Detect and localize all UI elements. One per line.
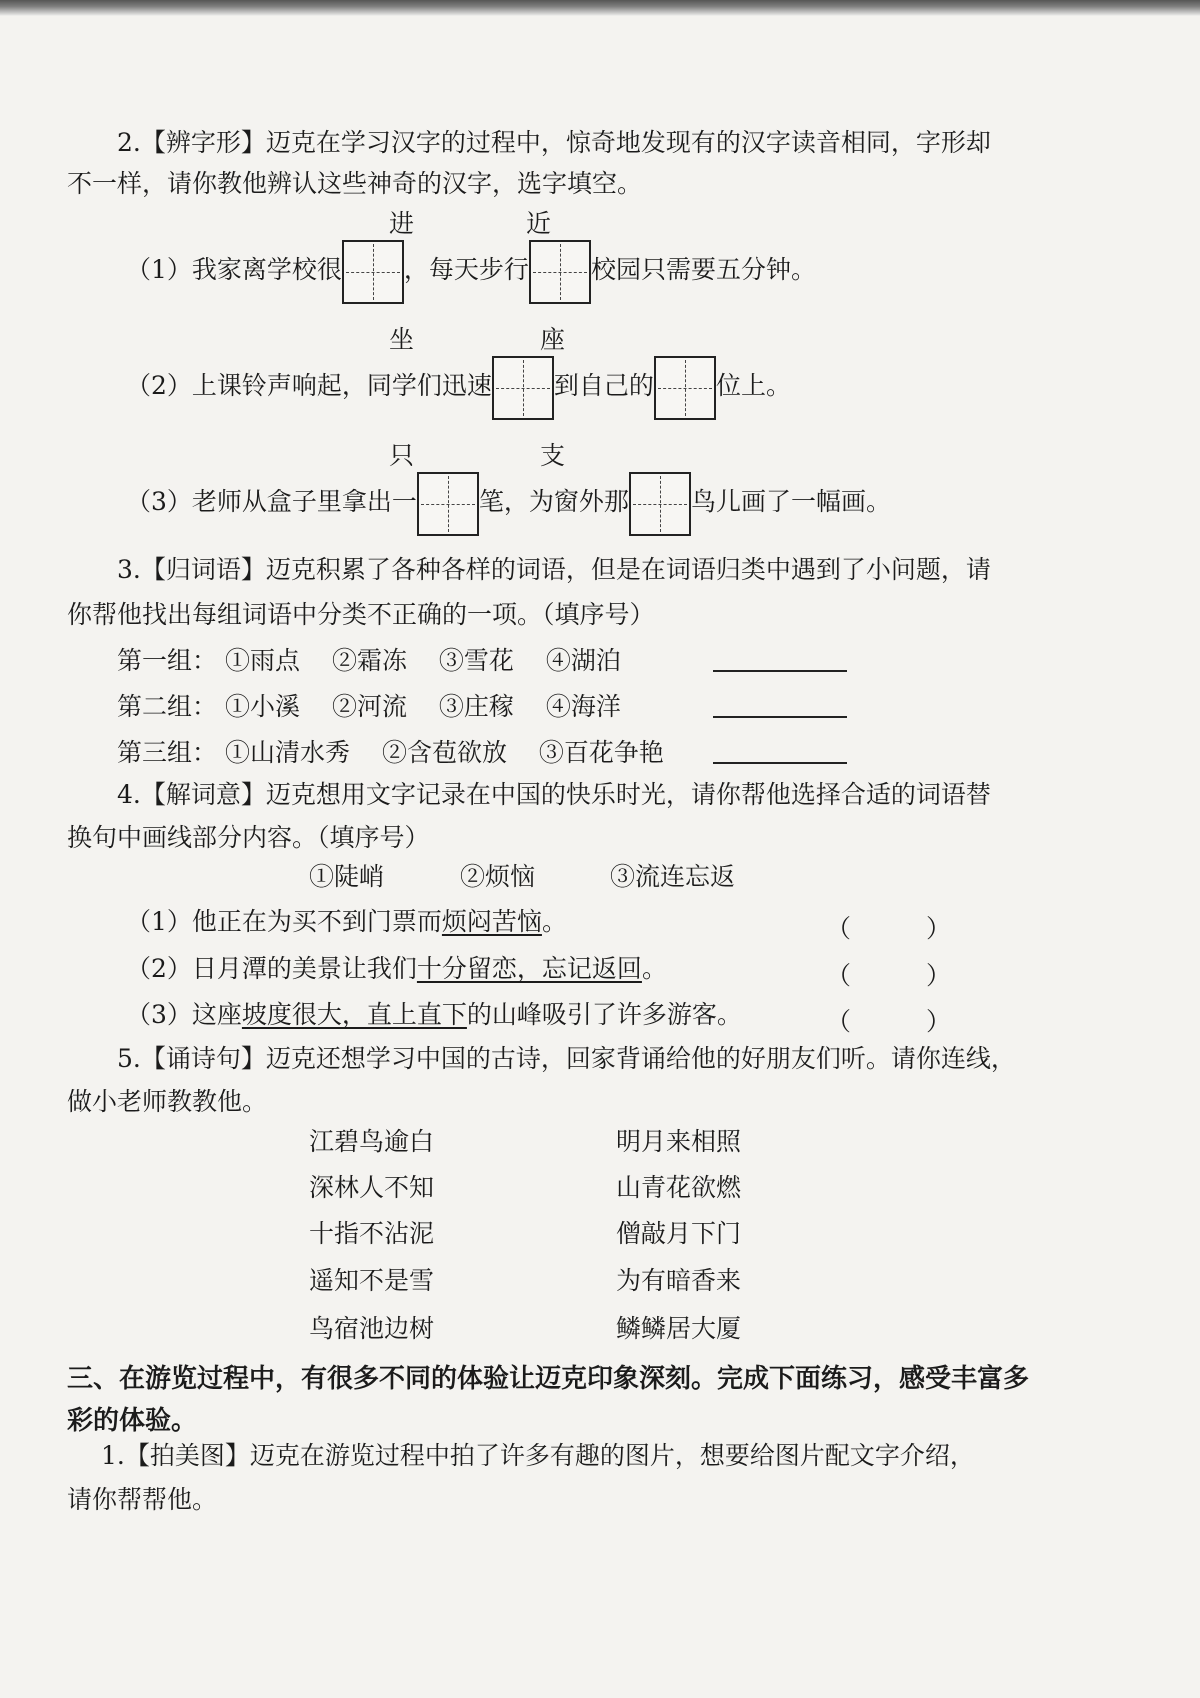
q3-g2-item: ④海洋 — [545, 692, 621, 721]
poem-left-line[interactable]: 江碧鸟逾白 — [309, 1127, 435, 1156]
answer-box[interactable] — [342, 240, 404, 304]
answer-box[interactable] — [629, 472, 691, 536]
scan-edge — [0, 0, 1200, 16]
q2-s3-suffix: 鸟儿画了一幅画。 — [690, 487, 891, 516]
answer-blank[interactable] — [713, 760, 847, 764]
poem-left-line[interactable]: 十指不沾泥 — [309, 1219, 435, 1248]
q4-s2-post: 。 — [641, 954, 667, 983]
q4-s1-pre: （1）他正在为买不到门票而 — [126, 907, 442, 936]
q2-g1-char-a: 进 — [389, 209, 415, 238]
q4-s2-underlined: 十分留恋，忘记返回 — [416, 954, 642, 983]
answer-parens[interactable]: （ ） — [826, 961, 952, 990]
q5-intro-line1: 5.【诵诗句】迈克还想学习中国的古诗，回家背诵给他的好朋友们听。请你连线， — [117, 1044, 1016, 1073]
answer-box[interactable] — [654, 356, 716, 420]
section-3-heading-line2: 彩的体验。 — [67, 1406, 198, 1436]
q2-s2-mid: 到自己的 — [553, 371, 654, 400]
q2-s2-suffix: 位上。 — [715, 371, 791, 400]
q2-g1-char-b: 近 — [526, 209, 552, 238]
q3-group-1 — [117, 648, 621, 673]
poem-right-line[interactable]: 明月来相照 — [616, 1127, 742, 1156]
answer-parens[interactable]: （ ） — [826, 1007, 952, 1036]
q3-g1-label: 第一组： — [117, 646, 218, 675]
q2-sentence-2 — [126, 354, 791, 420]
section-3-heading-line1: 三、在游览过程中，有很多不同的体验让迈克印象深刻。完成下面练习，感受丰富多 — [67, 1364, 1030, 1394]
q4-sentence-1 — [126, 909, 567, 934]
q2-s2-prefix: （2）上课铃声响起，同学们迅速 — [126, 371, 492, 400]
poem-right-line[interactable]: 为有暗香来 — [616, 1266, 742, 1295]
q3-g2-item: ①小溪 — [224, 692, 300, 721]
q2-s3-prefix: （3）老师从盒子里拿出一 — [126, 487, 417, 516]
q5-intro-line2: 做小老师教教他。 — [67, 1087, 268, 1116]
q3-group-2 — [117, 694, 621, 719]
poem-right-line[interactable]: 山青花欲燃 — [616, 1173, 742, 1202]
q2-g3-char-b: 支 — [540, 441, 566, 470]
answer-parens[interactable]: （ ） — [826, 914, 952, 943]
poem-right-line[interactable]: 鳞鳞居大厦 — [616, 1314, 742, 1343]
q3-g2-item: ③庄稼 — [438, 692, 514, 721]
q3-g3-item: ③百花争艳 — [538, 738, 664, 767]
q3-intro-line2: 你帮他找出每组词语中分类不正确的一项。（填序号） — [67, 600, 655, 629]
q2-intro-line2: 不一样，请你教他辨认这些神奇的汉字，选字填空。 — [67, 169, 643, 198]
q2-g3-char-a: 只 — [389, 441, 415, 470]
q3-g1-item: ③雪花 — [438, 646, 514, 675]
answer-box[interactable] — [529, 240, 591, 304]
q4-s1-post: 。 — [541, 907, 567, 936]
q2-sentence-3 — [126, 470, 891, 536]
q2-s1-suffix: 校园只需要五分钟。 — [590, 255, 816, 284]
answer-blank[interactable] — [713, 714, 847, 718]
q3-g2-item: ②河流 — [331, 692, 407, 721]
q3-intro-line1: 3.【归词语】迈克积累了各种各样的词语，但是在词语归类中遇到了小问题，请 — [117, 555, 991, 584]
q2-g2-char-a: 坐 — [389, 325, 415, 354]
q3-group-3 — [117, 740, 664, 765]
q3-g1-item: ①雨点 — [224, 646, 300, 675]
s3-q1-line2: 请你帮帮他。 — [67, 1485, 218, 1514]
answer-box[interactable] — [492, 356, 554, 420]
q4-sentence-3 — [126, 1002, 742, 1027]
q4-option-1: ①陡峭 — [309, 862, 385, 891]
q3-g2-label: 第二组： — [117, 692, 218, 721]
q4-s3-underlined: 坡度很大，直上直下 — [241, 1000, 467, 1029]
q4-s1-underlined: 烦闷苦恼 — [441, 907, 542, 936]
poem-left-line[interactable]: 深林人不知 — [309, 1173, 435, 1202]
q4-intro-line1: 4.【解词意】迈克想用文字记录在中国的快乐时光，请你帮他选择合适的词语替 — [117, 780, 991, 809]
q3-g1-item: ②霜冻 — [331, 646, 407, 675]
answer-box[interactable] — [417, 472, 479, 536]
q4-s3-post: 的山峰吸引了许多游客。 — [466, 1000, 742, 1029]
answer-blank[interactable] — [713, 668, 847, 672]
q3-g1-item: ④湖泊 — [545, 646, 621, 675]
q2-s1-prefix: （1）我家离学校很 — [126, 255, 342, 284]
q2-g2-char-b: 座 — [540, 325, 566, 354]
poem-left-line[interactable]: 遥知不是雪 — [309, 1266, 435, 1295]
q2-sentence-1 — [126, 238, 816, 304]
poem-right-line[interactable]: 僧敲月下门 — [616, 1219, 742, 1248]
q4-option-3: ③流连忘返 — [610, 862, 736, 891]
q4-sentence-2 — [126, 956, 667, 981]
poem-left-line[interactable]: 鸟宿池边树 — [309, 1314, 435, 1343]
s3-q1-line1: 1.【拍美图】迈克在游览过程中拍了许多有趣的图片，想要给图片配文字介绍， — [101, 1441, 975, 1470]
q2-intro-line1: 2.【辨字形】迈克在学习汉字的过程中，惊奇地发现有的汉字读音相同，字形却 — [117, 128, 991, 157]
q4-s3-pre: （3）这座 — [126, 1000, 242, 1029]
q2-s1-mid: ，每天步行 — [403, 255, 529, 284]
q4-s2-pre: （2）日月潭的美景让我们 — [126, 954, 417, 983]
q2-s3-mid: 笔，为窗外那 — [478, 487, 629, 516]
q3-g3-item: ②含苞欲放 — [381, 738, 507, 767]
q3-g3-label: 第三组： — [117, 738, 218, 767]
q3-g3-item: ①山清水秀 — [224, 738, 350, 767]
q4-intro-line2: 换句中画线部分内容。（填序号） — [67, 823, 430, 852]
q4-option-2: ②烦恼 — [460, 862, 536, 891]
